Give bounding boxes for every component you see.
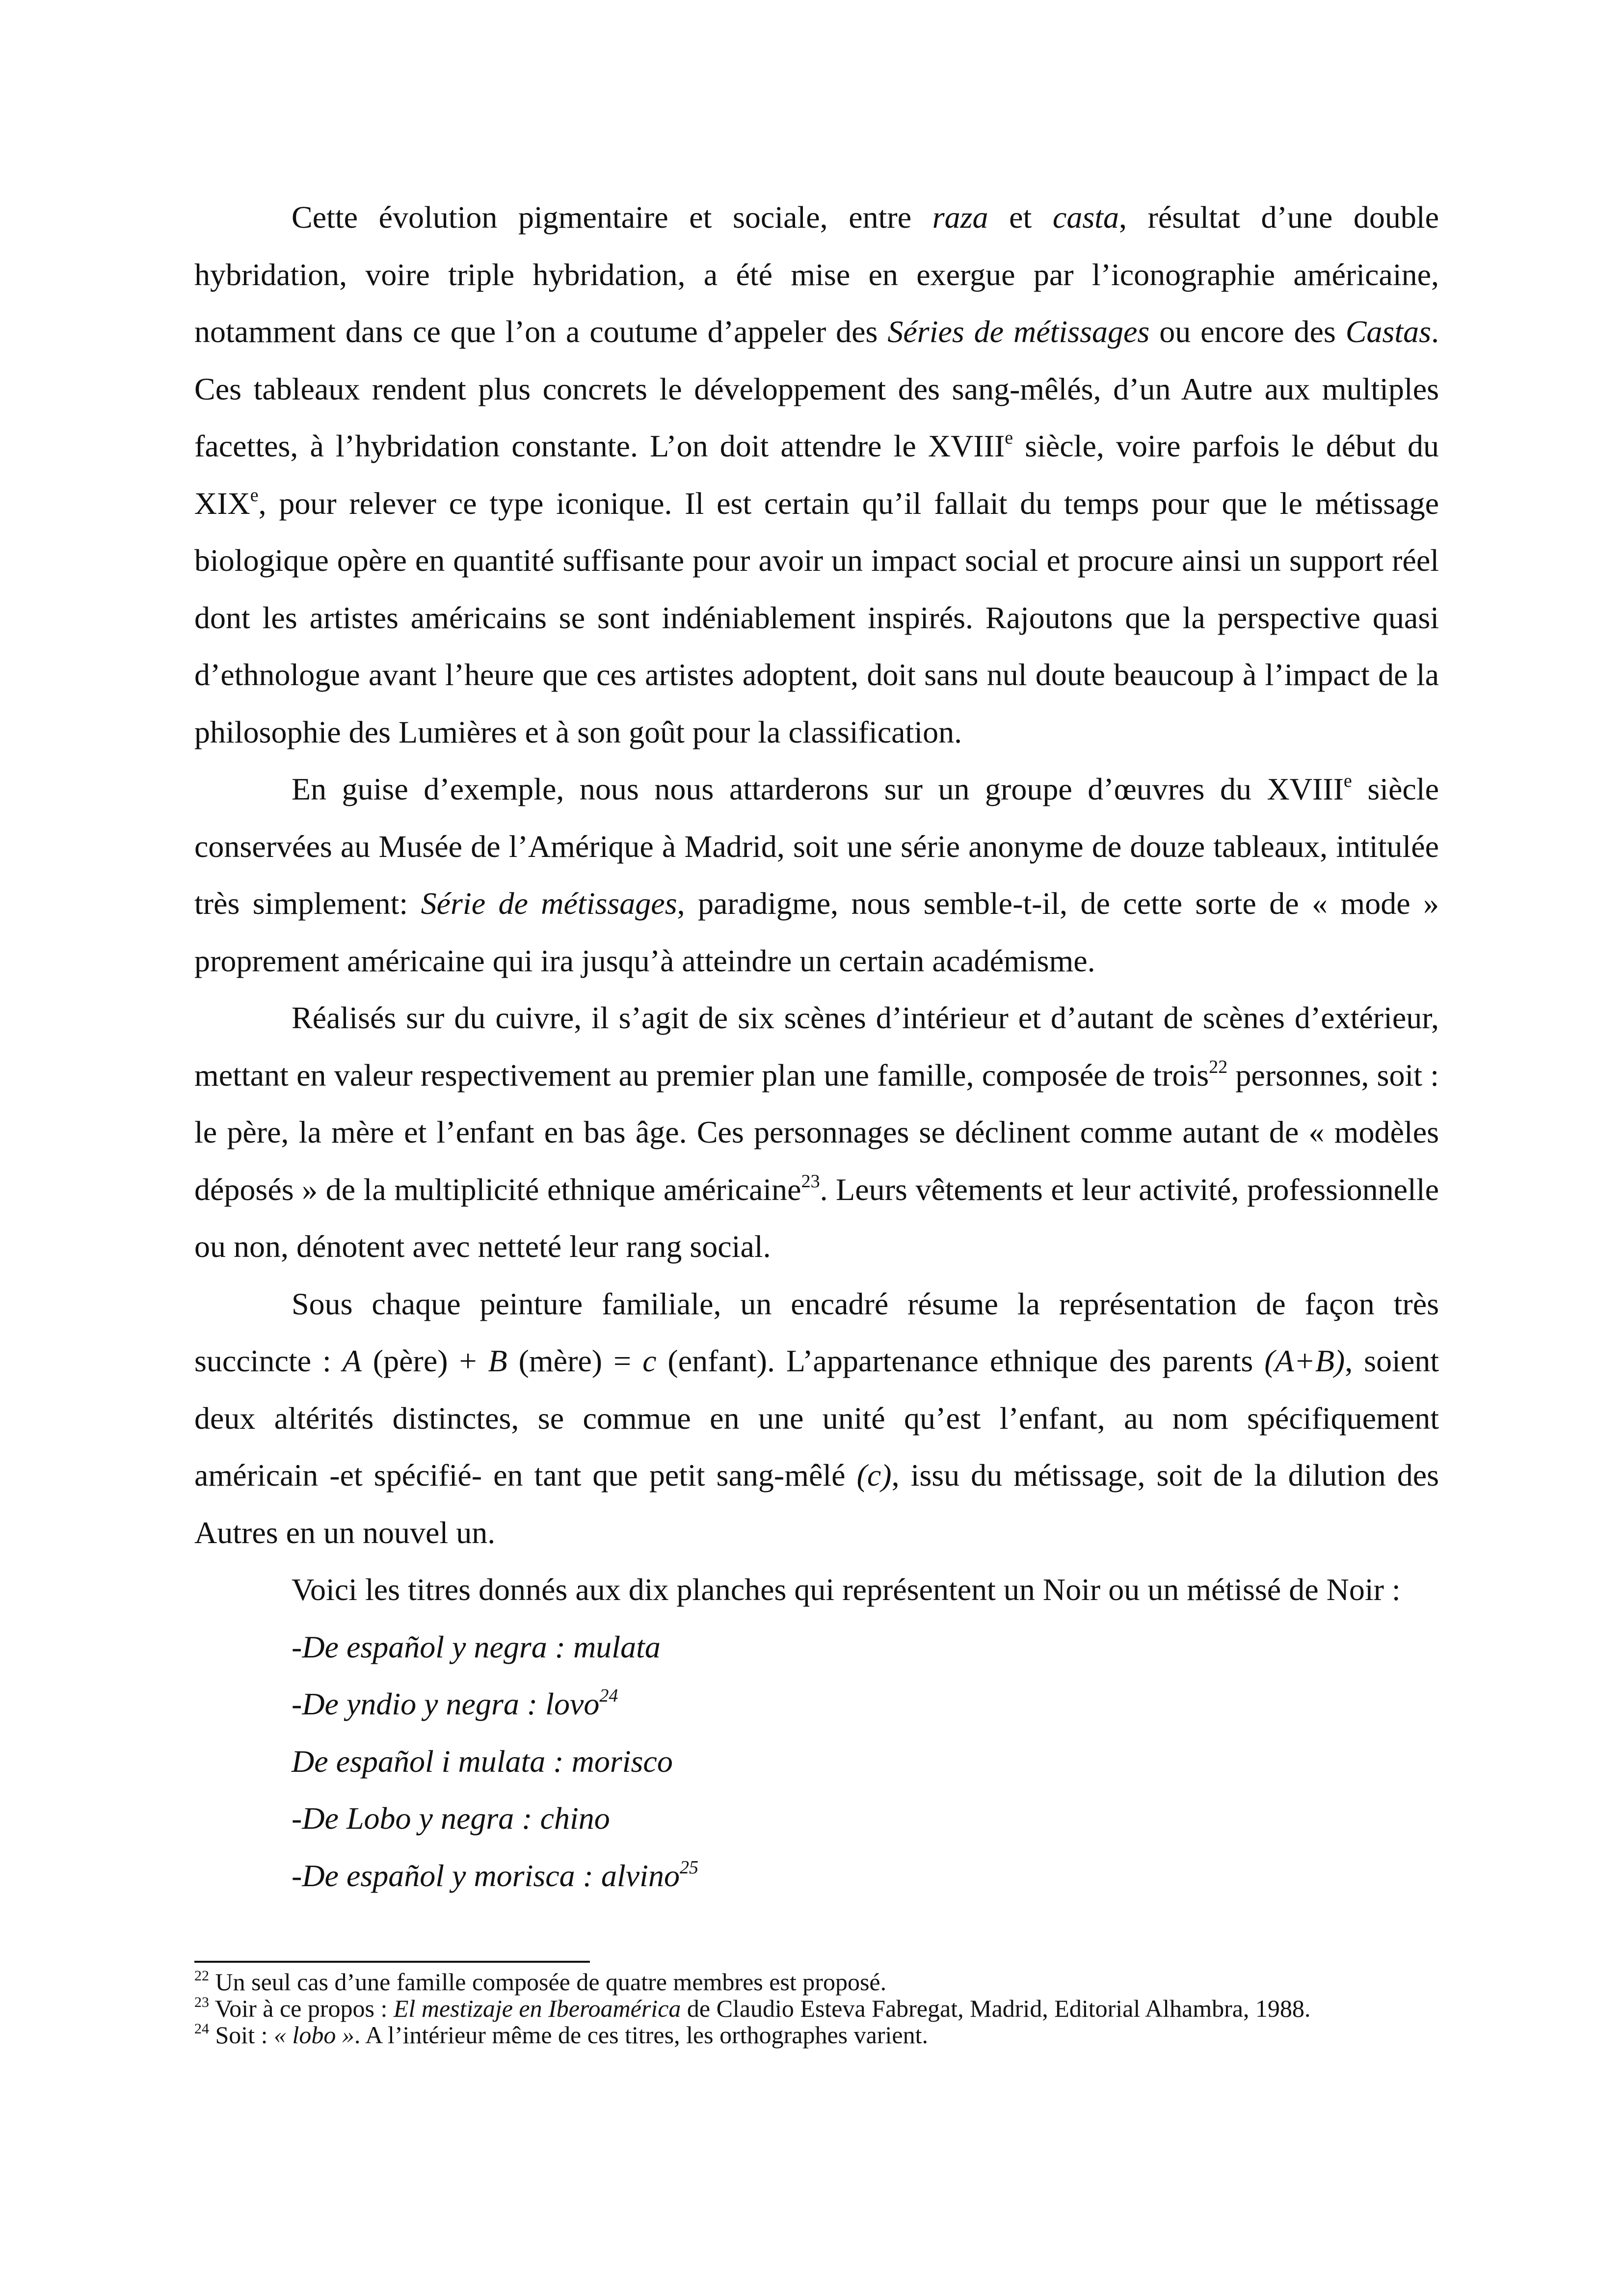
text-run: . Leurs vêtements et leur activité, professionnelle ou non, dénotent avec netteté leur rang social. — [194, 1172, 1439, 1264]
plate-title: -De Lobo y negra : chino — [292, 1801, 610, 1836]
text-run: En guise d’exemple, nous nous attarderons sur un groupe d’œuvres du XVIII — [292, 772, 1344, 806]
plate-title-list — [194, 1619, 1439, 1905]
list-item — [292, 1790, 1439, 1847]
footnote-divider — [194, 1961, 590, 1963]
paragraph-5 — [194, 1561, 1439, 1619]
footnote-23 — [194, 1995, 1439, 2022]
century-superscript: e — [1343, 771, 1352, 791]
text-run: Cette évolution pigmentaire et sociale, entre — [292, 200, 932, 235]
text-run: siècle conservées au Musée de l’Amérique à Madrid, soit une série anonyme de douze tableaux, intitulée très simplement: — [194, 772, 1439, 921]
text-run: , paradigme, nous semble-t-il, de cette sorte de « mode » proprement américaine qui ira jusqu’à atteindre un certain académisme. — [194, 886, 1439, 978]
italic-term: (c) — [856, 1458, 892, 1493]
text-run: Sous chaque peinture familiale, un encadré résume la représentation de façon très succincte : — [194, 1286, 1439, 1378]
italic-term: A — [342, 1343, 362, 1378]
footnote-number: 24 — [194, 2021, 209, 2037]
footnote-ref-22[interactable]: 22 — [1209, 1056, 1228, 1077]
text-run: (mère) = — [507, 1343, 643, 1378]
text-run: . Ces tableaux rendent plus concrets le développement des sang-mêlés, d’un Autre aux multiples facettes, à l’hybridation constante. L’on doit attendre le XVIII — [194, 314, 1439, 463]
text-run: ou encore des — [1149, 314, 1346, 349]
list-item — [292, 1676, 1439, 1733]
text-run: Voici les titres donnés aux dix planches qui représentent un Noir ou un métissé de Noir : — [292, 1572, 1401, 1607]
footnote-text: . A l’intérieur même de ces titres, les orthographes varient. — [354, 2021, 928, 2049]
footnote-24 — [194, 2022, 1439, 2048]
text-run: et — [988, 200, 1053, 235]
footnote-ref-23[interactable]: 23 — [801, 1171, 820, 1192]
century-superscript: e — [1005, 427, 1013, 448]
plate-title: -De yndio y negra : lovo — [292, 1686, 600, 1721]
text-run: (père) + — [361, 1343, 488, 1378]
text-run: (enfant). L’appartenance ethnique des parents — [656, 1343, 1265, 1378]
paragraph-2 — [194, 761, 1439, 989]
plate-title: -De español y morisca : alvino — [292, 1858, 680, 1893]
italic-term: (A+B) — [1264, 1343, 1345, 1378]
italic-term: Série de métissages — [421, 886, 677, 921]
footnote-text: Un seul cas d’une famille composée de quatre membres est proposé. — [209, 1968, 887, 1996]
document-page — [194, 189, 1439, 1904]
footnotes — [194, 1961, 1439, 2048]
text-run: , résultat d’une double hybridation, voire triple hybridation, a été mise en exergue par l’iconographie américaine, notamment dans ce que l’on a coutume d’appeler des — [194, 200, 1439, 349]
italic-term: raza — [932, 200, 988, 235]
paragraph-1 — [194, 189, 1439, 761]
footnote-text: de Claudio Esteva Fabregat, Madrid, Editorial Alhambra, 1988. — [681, 1995, 1311, 2022]
body-text — [194, 189, 1439, 1619]
footnote-22 — [194, 1969, 1439, 1995]
footnote-text: Soit : — [209, 2021, 274, 2049]
text-run: , soient deux altérités distinctes, se commue en une unité qu’est l’enfant, au nom spécifiquement américain -et spécifié- en tant que petit sang-mêlé — [194, 1343, 1439, 1493]
century-superscript: e — [250, 484, 259, 506]
text-run: , issu du métissage, soit de la dilution des Autres en un nouvel un. — [194, 1458, 1439, 1550]
plate-title: De español i mulata : morisco — [292, 1743, 673, 1779]
italic-term: Séries de métissages — [887, 314, 1150, 349]
footnote-number: 22 — [194, 1968, 209, 1984]
text-run: personnes, soit : le père, la mère et l’enfant en bas âge. Ces personnages se déclinent comme autant de « modèles déposés » de la multiplicité ethnique américaine — [194, 1057, 1439, 1207]
footnote-text: Voir à ce propos : — [209, 1995, 394, 2022]
text-run: , pour relever ce type iconique. Il est certain qu’il fallait du temps pour que le métissage biologique opère en quantité suffisante pour avoir un impact social et procure ainsi un support réel dont les artistes américains se sont indéniablement inspirés. Rajoutons que la perspective quasi d’ethnologue avant l’heure que ces artistes adoptent, doit sans nul doute beaucoup à l’impact de la philosophie des Lumières et à son goût pour la classification. — [194, 485, 1439, 749]
footnote-number: 23 — [194, 1994, 209, 2010]
footnote-ref-24[interactable]: 24 — [599, 1685, 618, 1706]
paragraph-4 — [194, 1276, 1439, 1562]
list-item — [292, 1847, 1439, 1905]
book-title: El mestizaje en Iberoamérica — [393, 1995, 681, 2022]
text-run: Réalisés sur du cuivre, il s’agit de six scènes d’intérieur et d’autant de scènes d’extérieur, mettant en valeur respectivement au premier plan une famille, composée de trois — [194, 1000, 1439, 1093]
italic-term: c — [642, 1343, 657, 1378]
list-item — [292, 1733, 1439, 1790]
italic-term: B — [488, 1343, 507, 1378]
list-item — [292, 1619, 1439, 1676]
plate-title: -De español y negra : mulata — [292, 1629, 661, 1664]
paragraph-3 — [194, 989, 1439, 1276]
italic-term: casta — [1052, 200, 1119, 235]
footnote-ref-25[interactable]: 25 — [679, 1857, 698, 1878]
italic-term: « lobo » — [273, 2021, 354, 2049]
italic-term: Castas — [1345, 314, 1432, 349]
text-run: siècle, voire parfois le début du XIX — [194, 428, 1439, 521]
